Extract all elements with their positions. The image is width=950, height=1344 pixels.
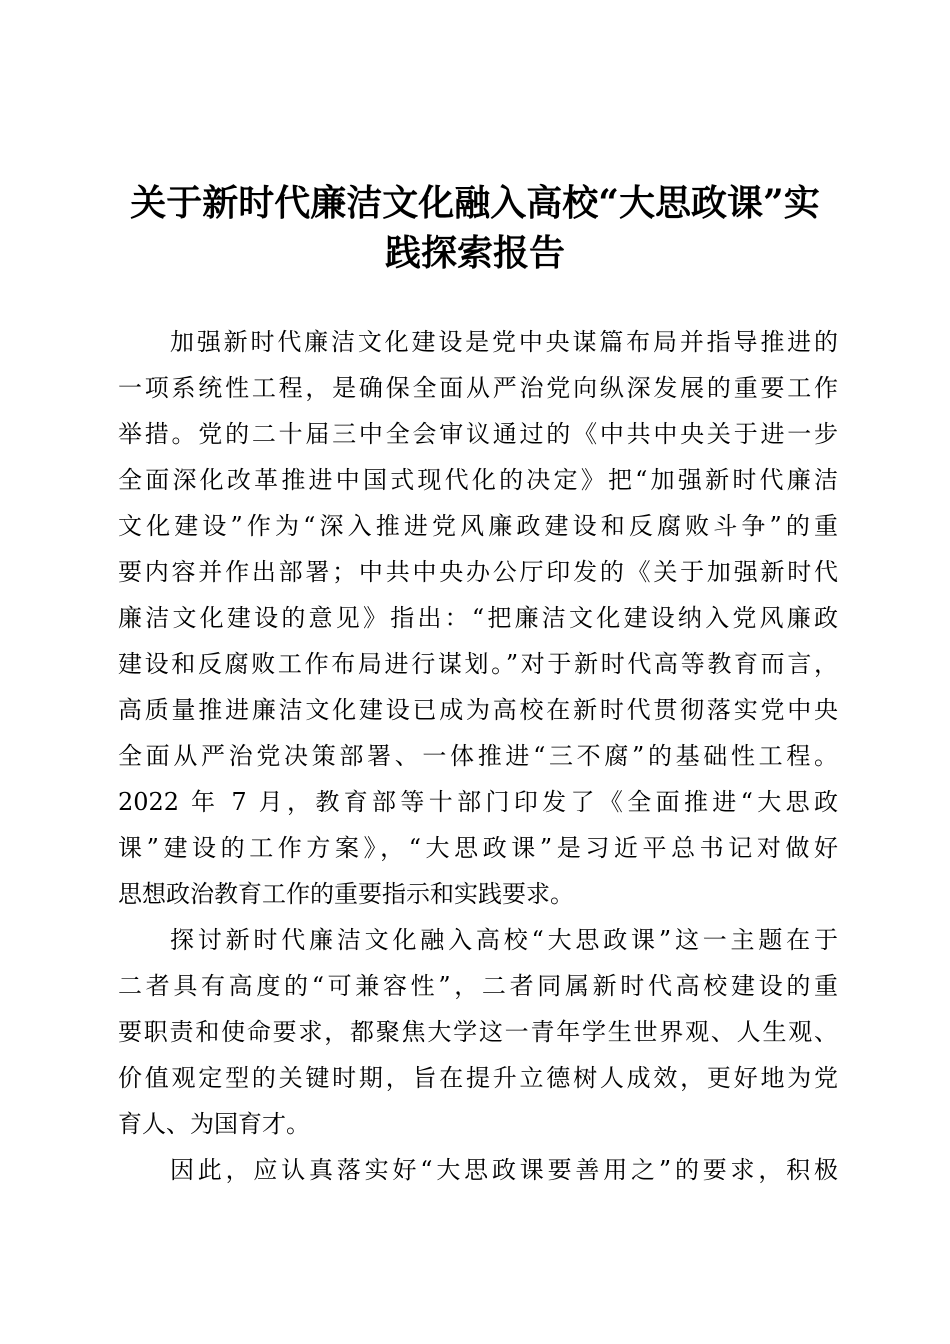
paragraph-line: 高质量推进廉洁文化建设已成为高校在新时代贯彻落实党中央	[118, 696, 838, 724]
paragraph-line: 建设和反腐败工作布局进行谋划。”对于新时代高等教育而言，	[118, 650, 838, 678]
paragraph-line: 全面深化改革推进中国式现代化的决定》把“加强新时代廉洁	[118, 466, 838, 494]
paragraph-line: 思想政治教育工作的重要指示和实践要求。	[118, 880, 574, 908]
paragraph-line: 价值观定型的关键时期，旨在提升立德树人成效，更好地为党	[118, 1064, 838, 1092]
paragraph-line: 文化建设”作为“深入推进党风廉政建设和反腐败斗争”的重	[118, 512, 838, 540]
paragraph-line: 因此，应认真落实好“大思政课要善用之”的要求，积极	[170, 1156, 838, 1184]
paragraph-line: 廉洁文化建设的意见》指出：“把廉洁文化建设纳入党风廉政	[118, 604, 838, 632]
document-title	[110, 178, 840, 278]
paragraph-line: 探讨新时代廉洁文化融入高校“大思政课”这一主题在于	[170, 926, 838, 954]
paragraph-line: 加强新时代廉洁文化建设是党中央谋篇布局并指导推进的	[170, 328, 838, 356]
paragraph	[118, 1147, 838, 1193]
title-line: 关于新时代廉洁文化融入高校“大思政课”实	[130, 182, 820, 224]
paragraph	[118, 319, 838, 917]
paragraph-line: 要职责和使命要求，都聚焦大学这一青年学生世界观、人生观、	[118, 1018, 838, 1046]
paragraph	[118, 917, 838, 1147]
paragraph-line: 要内容并作出部署；中共中央办公厅印发的《关于加强新时代	[118, 558, 838, 586]
paragraph-line: 二者具有高度的“可兼容性”，二者同属新时代高校建设的重	[118, 972, 838, 1000]
paragraph-line: 全面从严治党决策部署、一体推进“三不腐”的基础性工程。	[118, 742, 838, 770]
paragraph-line: 育人、为国育才。	[118, 1110, 310, 1138]
paragraph-line: 举措。党的二十届三中全会审议通过的《中共中央关于进一步	[118, 420, 838, 448]
title-line: 践探索报告	[384, 232, 565, 274]
paragraph-line: 2022 年 7 月，教育部等十部门印发了《全面推进“大思政	[118, 788, 838, 816]
document-body	[118, 319, 838, 1193]
paragraph-line: 课”建设的工作方案》，“大思政课”是习近平总书记对做好	[118, 834, 838, 862]
paragraph-line: 一项系统性工程，是确保全面从严治党向纵深发展的重要工作	[118, 374, 838, 402]
